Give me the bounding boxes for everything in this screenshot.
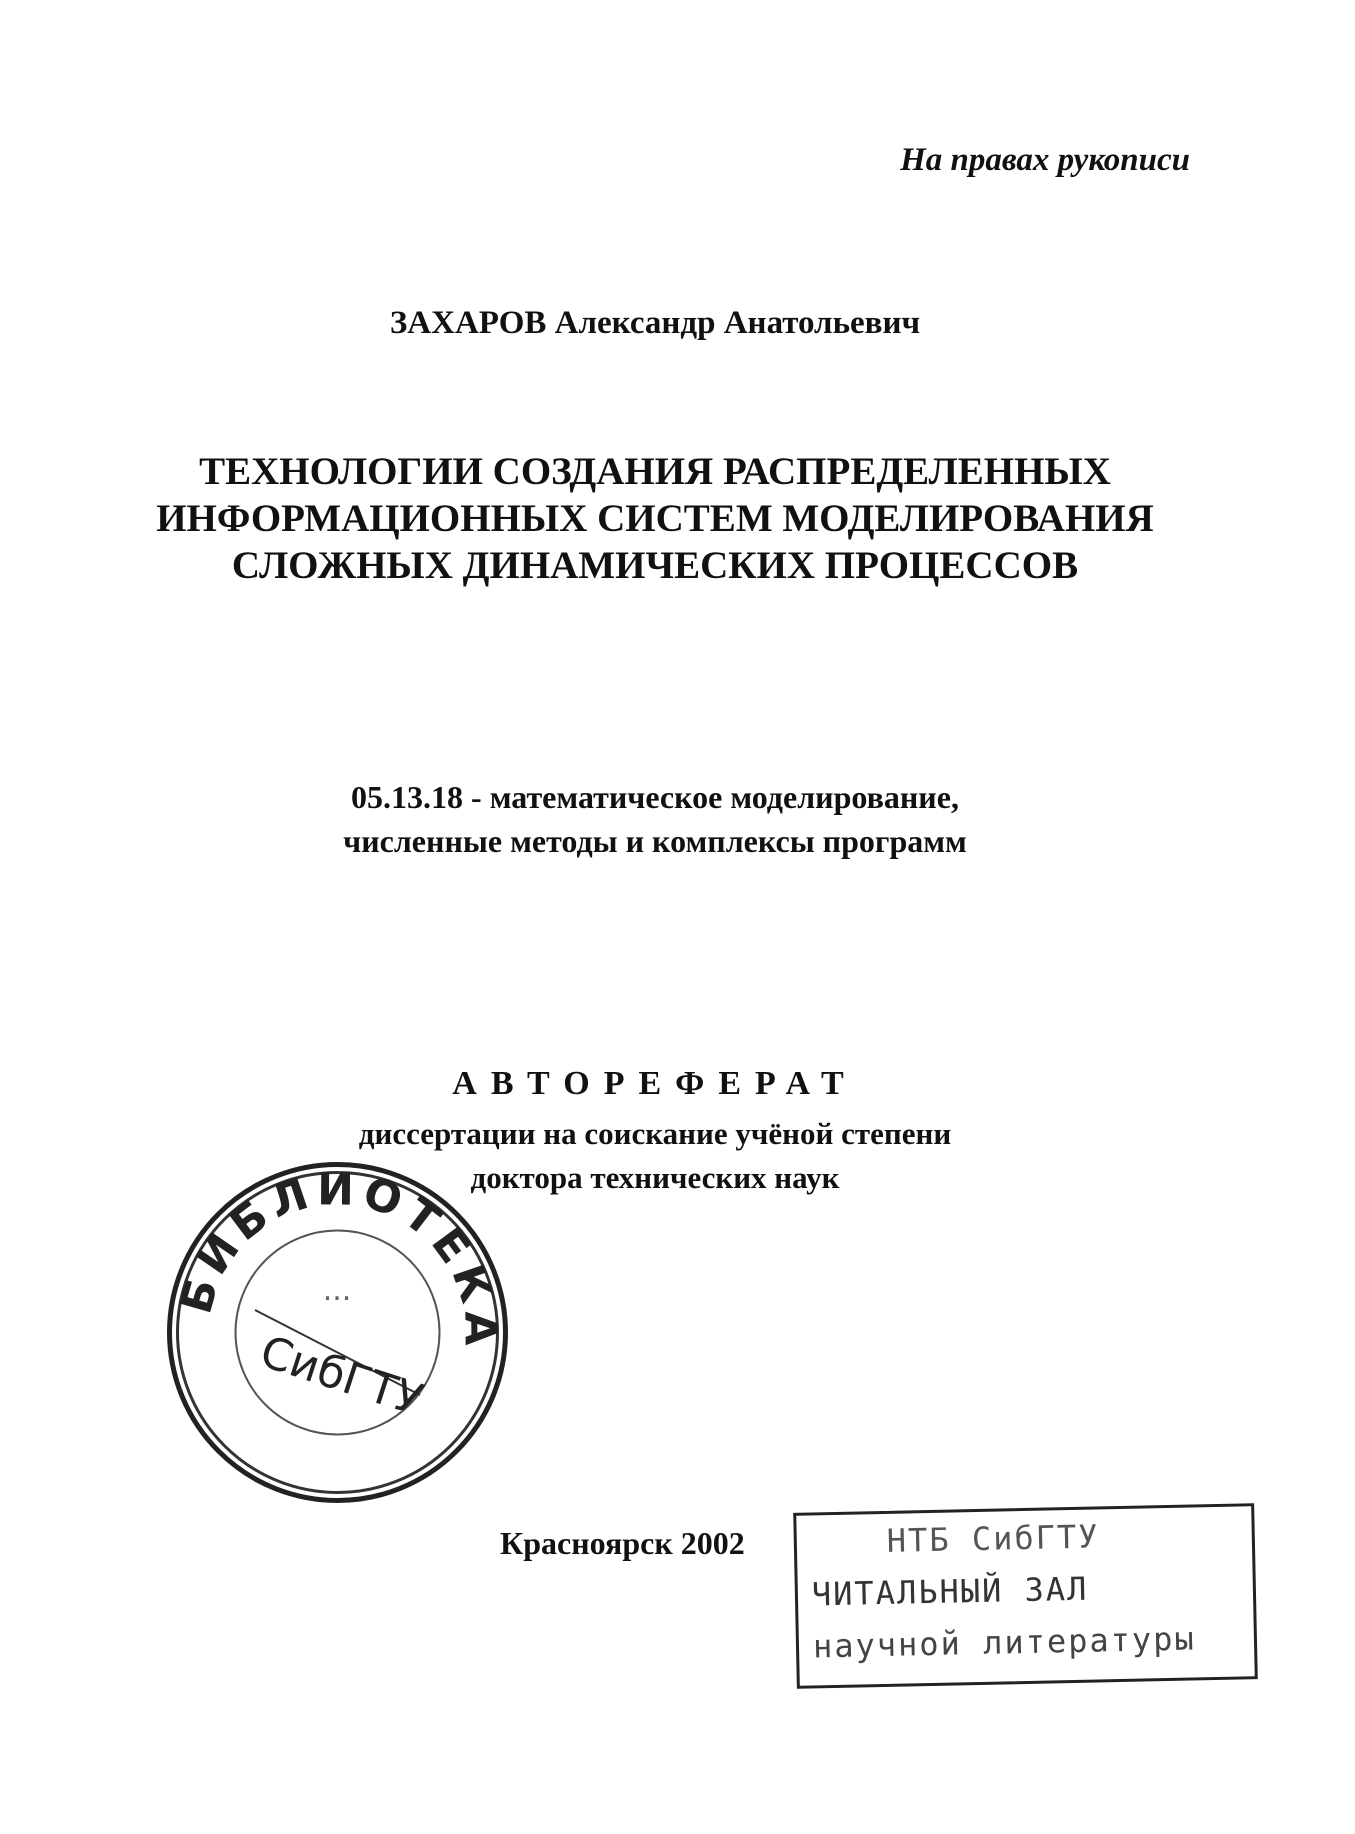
title-line: ТЕХНОЛОГИИ СОЗДАНИЯ РАСПРЕДЕЛЕННЫХ bbox=[199, 450, 1111, 493]
title-line: ИНФОРМАЦИОННЫХ СИСТЕМ МОДЕЛИРОВАНИЯ bbox=[156, 497, 1154, 540]
stamp-line: научной литературы bbox=[812, 1619, 1197, 1666]
title-line: СЛОЖНЫХ ДИНАМИЧЕСКИХ ПРОЦЕССОВ bbox=[231, 544, 1079, 587]
manuscript-note: На правах рукописи bbox=[900, 142, 1190, 178]
specialty-line: 05.13.18 - математическое моделирование, bbox=[351, 779, 959, 815]
stamp-line: НТБ СибГТУ bbox=[886, 1517, 1100, 1560]
author-name: ЗАХАРОВ Александр Анатольевич bbox=[389, 305, 921, 341]
dissertation-title bbox=[0, 448, 1310, 589]
stamp-ring-text: БИБЛИОТЕКА bbox=[170, 1164, 506, 1352]
specialty-line: численные методы и комплексы программ bbox=[343, 823, 967, 859]
library-round-stamp bbox=[165, 1160, 510, 1505]
stamp-line: ЧИТАЛЬНЫЙ ЗАЛ bbox=[811, 1569, 1089, 1614]
abstract-line: диссертации на соискание учёной степени bbox=[358, 1116, 952, 1151]
abstract-line: доктора технических наук bbox=[470, 1160, 840, 1195]
city-year: Красноярск 2002 bbox=[500, 1525, 745, 1561]
abstract-heading: АВТОРЕФЕРАТ bbox=[452, 1065, 858, 1102]
stamp-center-top: ... bbox=[322, 1273, 352, 1308]
stamp-center-bottom: СибГТУ bbox=[254, 1326, 429, 1427]
reading-room-stamp bbox=[793, 1503, 1258, 1689]
specialty-code bbox=[0, 775, 1310, 863]
